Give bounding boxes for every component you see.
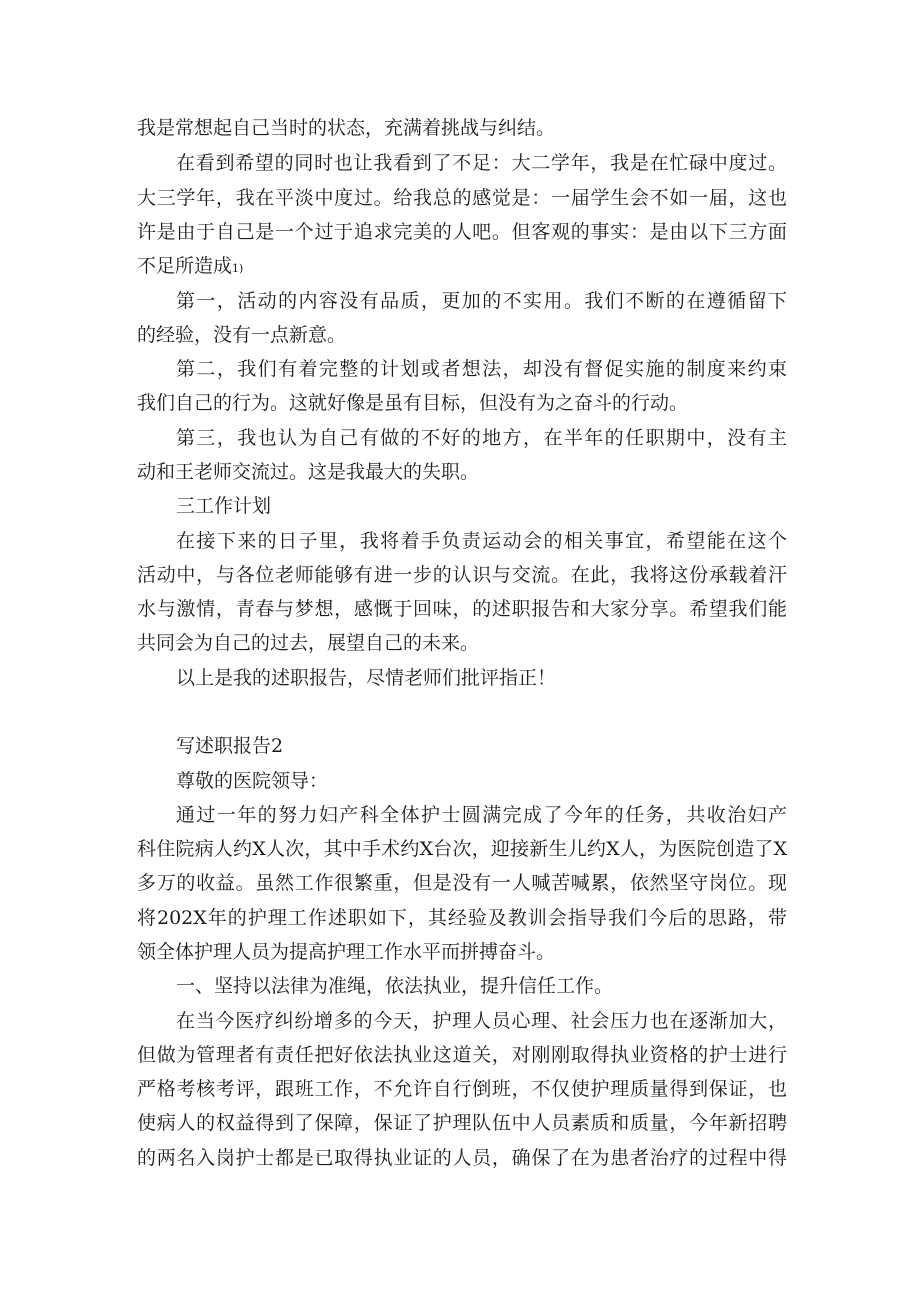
paragraph-line: 活动中，与各位老师能够有进一步的认识与交流。在此，我将这份承载着汗 — [137, 564, 787, 586]
paragraph-line: 在看到希望的同时也让我看到了不足：大二学年，我是在忙碌中度过。 — [176, 152, 787, 174]
paragraph-line: 领全体护理人员为提高护理工作水平而拼搏奋斗。 — [137, 941, 556, 963]
salutation: 尊敬的医院领导： — [176, 770, 329, 792]
paragraph-line: 在接下来的日子里，我将着手负责运动会的相关事宜，希望能在这个 — [176, 530, 787, 552]
paragraph-text: 不足所造成 — [137, 255, 233, 277]
paragraph-line: 的两名入岗护士都是已取得执业证的人员，确保了在为患者治疗的过程中得 — [137, 1147, 787, 1169]
footnote-mark: 1) — [232, 262, 244, 275]
paragraph-line: 使病人的权益得到了保障，保证了护理队伍中人员素质和质量，今年新招聘 — [137, 1112, 787, 1134]
paragraph-line: 我们自己的行为。这就好像是虽有目标，但没有为之奋斗的行动。 — [137, 392, 689, 414]
paragraph-line: 科住院病人约X人次，其中手术约X台次，迎接新生儿约X人，为医院创造了X — [137, 838, 787, 860]
paragraph-line: 第一，活动的内容没有品质，更加的不实用。我们不断的在遵循留下 — [176, 290, 787, 312]
paragraph-line: 大三学年，我在平淡中度过。给我总的感觉是：一届学生会不如一届，这也 — [137, 187, 787, 209]
paragraph-line — [137, 253, 243, 282]
paragraph-line: 严格考核考评，跟班工作，不允许自行倒班，不仅使护理质量得到保证，也 — [137, 1078, 787, 1100]
paragraph-line: 在当今医疗纠纷增多的今天，护理人员心理、社会压力也在逐渐加大， — [176, 1010, 787, 1032]
section-heading: 一、坚持以法律为准绳，依法执业，提升信任工作。 — [176, 975, 614, 997]
paragraph-line: 许是由于自己是一个过于追求完美的人吧。但客观的事实：是由以下三方面 — [137, 221, 787, 243]
paragraph-line: 动和王老师交流过。这是我最大的失职。 — [137, 461, 480, 483]
paragraph-line: 第三，我也认为自己有做的不好的地方，在半年的任职期中，没有主 — [176, 427, 787, 449]
paragraph-line: 水与激情，青春与梦想，感慨于回味，的述职报告和大家分享。希望我们能 — [137, 598, 787, 620]
paragraph-line: 但做为管理者有责任把好依法执业这道关，对刚刚取得执业资格的护士进行 — [137, 1044, 787, 1066]
paragraph-line: 的经验，没有一点新意。 — [137, 324, 347, 346]
paragraph-line: 多万的收益。虽然工作很繁重，但是没有一人喊苦喊累，依然坚守岗位。现 — [137, 872, 787, 894]
paragraph-line: 我是常想起自己当时的状态，充满着挑战与纠结。 — [137, 117, 556, 139]
paragraph-line: 第二，我们有着完整的计划或者想法，却没有督促实施的制度来约束 — [176, 358, 787, 380]
paragraph-line: 通过一年的努力妇产科全体护士圆满完成了今年的任务，共收治妇产 — [176, 804, 787, 826]
document-title: 写述职报告2 — [176, 735, 284, 757]
paragraph-line: 将202X年的护理工作述职如下，其经验及教训会指导我们今后的思路，带 — [137, 907, 787, 929]
section-heading: 三工作计划 — [176, 495, 272, 517]
paragraph-line: 以上是我的述职报告，尽情老师们批评指正！ — [176, 667, 557, 689]
paragraph-line: 共同会为自己的过去，展望自己的未来。 — [137, 632, 480, 654]
